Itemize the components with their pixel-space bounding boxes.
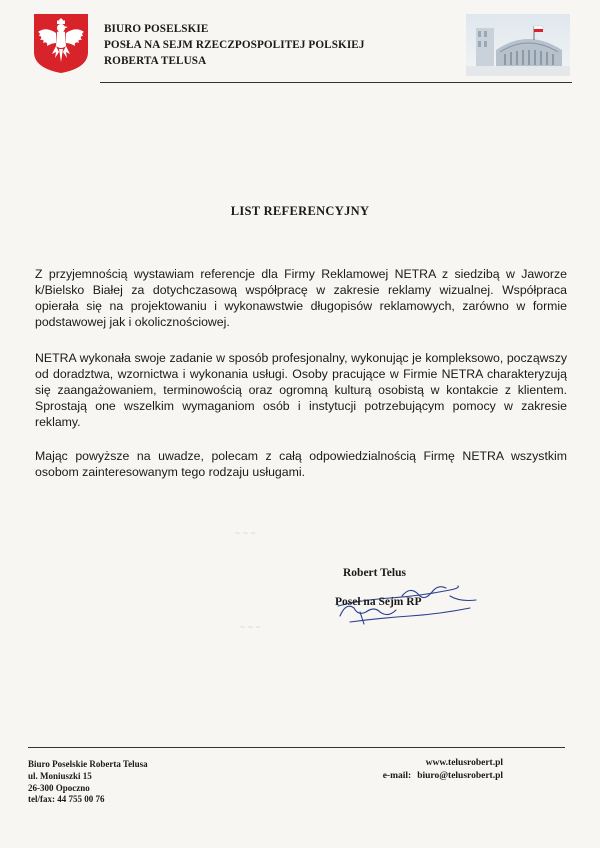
- office-header: [104, 21, 365, 69]
- footer-email-label: e-mail:: [382, 770, 412, 781]
- header-line-deputy: POSŁA NA SEJM RZECZPOSPOLITEJ POLSKIEJ: [104, 39, 365, 51]
- ghost-mark: ~ ~ ~: [240, 622, 261, 632]
- signatory-title: Poseł na Sejm RP: [335, 596, 422, 608]
- polish-eagle-emblem-icon: [32, 12, 90, 74]
- header-line-name: ROBERTA TELUSA: [104, 55, 207, 67]
- footer-email: biuro@telusrobert.pl: [417, 770, 503, 781]
- footer-contact: [383, 757, 503, 782]
- paragraph-3: Mając powyższe na uwadze, polecam z całą odpowiedzialnością Firmę NETRA wszystkim osobom zainteresowanym tego rodzaju usługami.: [35, 449, 567, 479]
- footer-address: [28, 759, 148, 806]
- footer-website: www.telusrobert.pl: [425, 758, 503, 768]
- letter-title: LIST REFERENCYJNY: [230, 204, 370, 218]
- footer-city: 26-300 Opoczno: [28, 782, 90, 793]
- signatory-name: Robert Telus: [343, 567, 406, 579]
- paragraph-1: Z przyjemnością wystawiam referencje dla Firmy Reklamowej NETRA z siedzibą w Jaworze k/Bielsko Białej za dotychczasową współpracę w zakresie reklamy wizualnej. Współpraca opierała się na projektowaniu i wykonawstwie długopisów reklamowych, zarówno w formie podstawowej jak i okolicznościowej.: [35, 267, 567, 329]
- header-divider: [100, 82, 572, 83]
- ghost-mark: ~ ~ ~: [235, 528, 256, 538]
- footer-email-row: [383, 770, 503, 783]
- footer-phone: tel/fax: 44 755 00 76: [28, 794, 105, 805]
- footer-street: ul. Moniuszki 15: [28, 770, 92, 781]
- sejm-building-image: [466, 14, 570, 76]
- footer-divider: [28, 747, 565, 748]
- footer-office-name: Biuro Poselskie Roberta Telusa: [28, 759, 148, 769]
- paragraph-2: NETRA wykonała swoje zadanie w sposób profesjonalny, wykonując je kompleksowo, począwszy od doradztwa, wzornictwa i wykonania usługi. Osoby pracujące w Firmie NETRA charakteryzują się zaangażowaniem, terminowością oraz ogromną kulturą osobistą w kontakcie z klientem. Sprostają one wszelkim wymaganiom osób i instytucji potrzebującym pomocy w zakresie reklamy.: [35, 351, 567, 429]
- header-line-office: BIURO POSELSKIE: [104, 23, 209, 35]
